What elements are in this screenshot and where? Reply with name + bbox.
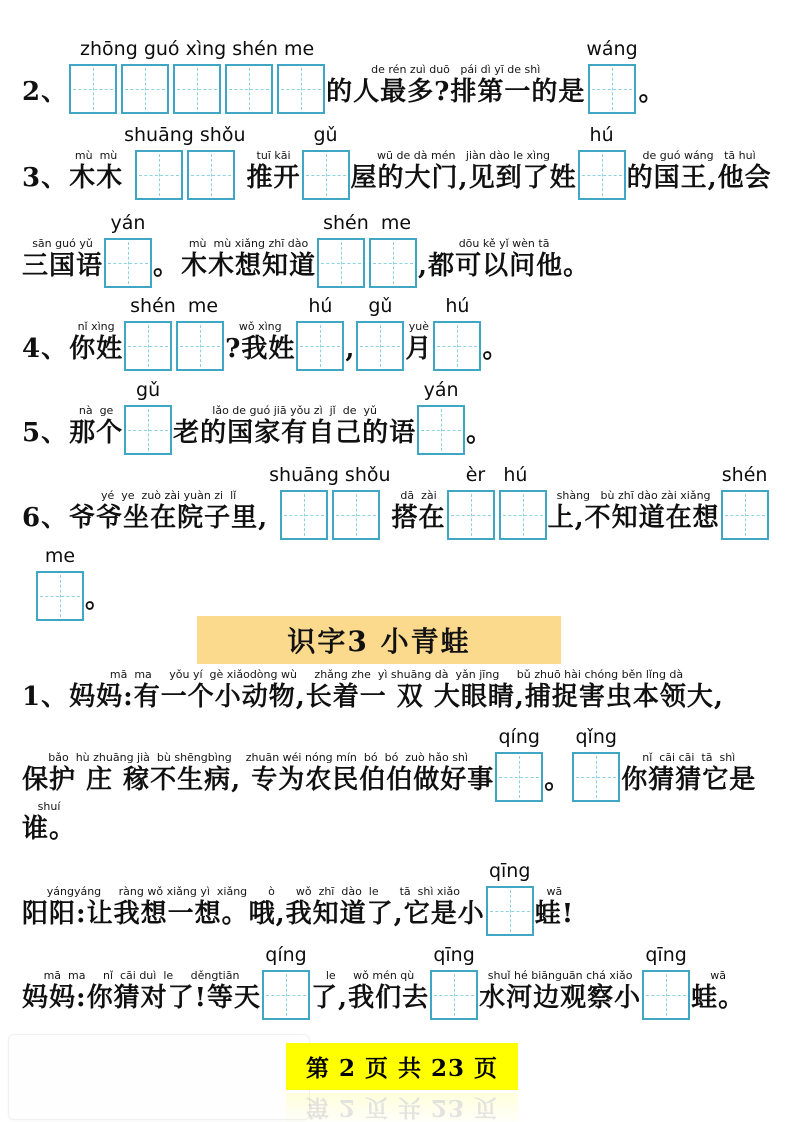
section-banner xyxy=(197,616,561,664)
pinyin-label: de guó wáng tā huì xyxy=(642,148,756,162)
hanzi-text: 阳阳:让我想一想。哦,我知道了,它是小 xyxy=(22,898,485,929)
hanzi-text: 的人最多?排第一的是 xyxy=(326,76,586,107)
text-run xyxy=(22,237,103,282)
line-frog-q1 xyxy=(22,668,724,719)
pinyin-label: shén xyxy=(721,464,768,486)
writing-box[interactable] xyxy=(486,886,534,936)
writing-box[interactable] xyxy=(124,321,172,371)
writing-box[interactable] xyxy=(104,238,152,288)
pinyin-label: mù mù xiǎng zhī dào xyxy=(188,236,309,250)
text-run xyxy=(479,969,641,1014)
background-page-edge xyxy=(8,1034,310,1120)
box-row xyxy=(124,405,172,455)
hanzi-text: 保护 庄 稼不生病, 专为农民伯伯做好事 xyxy=(22,764,495,795)
answer-box-group xyxy=(124,379,172,455)
pinyin-label: gǔ xyxy=(368,295,393,317)
box-row xyxy=(356,321,404,371)
text-run xyxy=(69,668,724,713)
line-mama-reply xyxy=(22,944,745,1020)
text-run xyxy=(153,251,180,282)
pinyin-label: hú xyxy=(445,295,470,317)
hanzi-text: 木木想知道 xyxy=(181,250,317,281)
pinyin-label: wā xyxy=(710,968,726,982)
answer-box-group xyxy=(104,212,152,288)
writing-box[interactable] xyxy=(124,405,172,455)
hanzi-text: 5、 xyxy=(22,417,69,448)
writing-box[interactable] xyxy=(36,571,84,621)
hanzi-text: 。 xyxy=(153,250,181,281)
answer-box-group xyxy=(269,464,390,540)
answer-box-group xyxy=(124,295,224,371)
hanzi-text: 了,我们去 xyxy=(311,982,430,1013)
text-run xyxy=(621,751,756,796)
writing-box[interactable] xyxy=(280,490,328,540)
answer-box-group xyxy=(572,726,620,802)
hanzi-text: 三国语 xyxy=(22,250,104,281)
hanzi-text: 。 xyxy=(544,764,572,795)
pinyin-label: shuāng shǒu xyxy=(124,124,246,146)
line-q3b xyxy=(22,212,590,288)
pinyin-label: mù mù xyxy=(74,148,118,162)
writing-box[interactable] xyxy=(495,752,543,802)
text-run xyxy=(22,885,485,930)
page-number-text: 第 2 页 共 23 页 xyxy=(305,1055,499,1082)
text-run xyxy=(311,969,429,1014)
hanzi-text: 爷爷坐在院子里, xyxy=(69,502,269,533)
text-run xyxy=(326,63,585,108)
box-row xyxy=(124,321,224,371)
answer-box-group xyxy=(262,944,310,1020)
text-run xyxy=(69,404,123,449)
text-run xyxy=(22,163,68,194)
line-q5 xyxy=(22,379,493,455)
line-yangyang xyxy=(22,860,574,936)
line-frog-q1-cont xyxy=(22,726,756,802)
box-row xyxy=(572,752,620,802)
box-row xyxy=(642,970,690,1020)
pinyin-label: yán xyxy=(423,379,459,401)
pinyin-label: nà ge xyxy=(78,403,114,417)
pinyin-label: sān guó yǔ xyxy=(32,236,93,250)
pinyin-label: dōu kě yǐ wèn tā xyxy=(458,236,550,250)
pinyin-label: qǐng xyxy=(575,726,617,748)
hanzi-text: 那个 xyxy=(69,417,124,448)
writing-box[interactable] xyxy=(121,64,169,114)
box-row xyxy=(317,238,417,288)
answer-box-group xyxy=(296,295,344,371)
pinyin-label: wǒ xìng xyxy=(238,319,282,333)
pinyin-label: wū de dà mén jiàn dào le xìng xyxy=(377,148,551,162)
text-run xyxy=(22,800,76,845)
pinyin-label: zhōng guó xìng shén me xyxy=(80,38,315,60)
writing-box[interactable] xyxy=(277,64,325,114)
text-run xyxy=(69,149,123,194)
hanzi-text: 妈妈:有一个小动物,长着一 双 大眼睛,捕捉害虫本领大, xyxy=(69,682,724,713)
writing-box[interactable] xyxy=(176,321,224,371)
answer-box-group xyxy=(486,860,534,936)
pinyin-label: shuí xyxy=(37,800,61,813)
pinyin-label: yuè xyxy=(408,319,430,333)
text-run xyxy=(22,77,68,108)
hanzi-text: 蛙! xyxy=(534,898,575,929)
hanzi-text: 的国王,他会 xyxy=(626,162,772,193)
hanzi-text: , xyxy=(345,333,356,364)
writing-box[interactable] xyxy=(499,490,547,540)
hanzi-text: 1、 xyxy=(22,682,69,713)
hanzi-text: 。 xyxy=(638,76,666,107)
hanzi-text: 。 xyxy=(466,417,494,448)
writing-box[interactable] xyxy=(578,150,626,200)
pinyin-label: hú xyxy=(308,295,333,317)
pinyin-label: yán xyxy=(110,212,146,234)
writing-box[interactable] xyxy=(317,238,365,288)
answer-box-group xyxy=(642,944,690,1020)
writing-box[interactable] xyxy=(187,150,235,200)
pinyin-label: qíng xyxy=(498,726,540,748)
hanzi-text: 2、 xyxy=(22,76,69,107)
writing-box[interactable] xyxy=(642,970,690,1020)
pinyin-label: shén me xyxy=(130,295,219,317)
page-number-badge xyxy=(286,1043,518,1090)
box-row xyxy=(296,321,344,371)
answer-box-group xyxy=(495,726,543,802)
pinyin-label: tuī kāi xyxy=(256,148,291,162)
line-q6-cont xyxy=(36,545,112,621)
text-run xyxy=(247,149,301,194)
text-run xyxy=(173,404,416,449)
answer-box-group xyxy=(430,944,478,1020)
text-run xyxy=(639,77,666,108)
writing-box[interactable] xyxy=(225,64,273,114)
hanzi-text: 上,不知道在想 xyxy=(547,502,720,533)
hanzi-text: 6、 xyxy=(22,502,69,533)
pinyin-label: wáng xyxy=(586,38,638,60)
box-row xyxy=(430,970,478,1020)
text-run xyxy=(548,489,720,534)
hanzi-text: 蛙。 xyxy=(691,982,746,1013)
line-q3a xyxy=(22,124,772,200)
pinyin-label: nǐ xìng xyxy=(77,319,115,333)
pinyin-label: de rén zuì duō pái dì yī de shì xyxy=(371,62,541,76)
text-run xyxy=(482,334,509,365)
hanzi-text: 搭在 xyxy=(391,502,446,533)
pinyin-label: me xyxy=(44,545,76,567)
hanzi-text: 你姓 xyxy=(69,333,124,364)
pinyin-label: shuāng shǒu xyxy=(269,464,391,486)
text-run xyxy=(535,885,574,930)
hanzi-text: ,都可以问他。 xyxy=(418,250,591,281)
answer-box-group xyxy=(417,379,465,455)
hanzi-text: 水河边观察小 xyxy=(479,982,642,1013)
hanzi-text: 木木 xyxy=(69,162,124,193)
box-row xyxy=(433,321,481,371)
writing-box[interactable] xyxy=(721,490,769,540)
writing-box[interactable] xyxy=(69,64,117,114)
writing-box[interactable] xyxy=(173,64,221,114)
hanzi-text: 。 xyxy=(85,583,113,614)
text-run xyxy=(22,751,494,796)
writing-box[interactable] xyxy=(262,970,310,1020)
text-run xyxy=(85,584,112,615)
answer-box-group xyxy=(69,38,325,114)
box-row xyxy=(447,490,547,540)
text-run xyxy=(544,765,571,796)
pinyin-label: qīng xyxy=(433,944,475,966)
answer-box-group xyxy=(578,124,626,200)
writing-box[interactable] xyxy=(332,490,380,540)
box-row xyxy=(578,150,626,200)
box-row xyxy=(588,64,636,114)
pinyin-label: èr hú xyxy=(465,464,528,486)
hanzi-text: 妈妈:你猜对了!等天 xyxy=(22,982,262,1013)
hanzi-text: ?我姓 xyxy=(225,333,296,364)
hanzi-text: 推开 xyxy=(246,162,301,193)
text-run xyxy=(345,334,355,365)
writing-box[interactable] xyxy=(369,238,417,288)
text-run xyxy=(691,969,745,1014)
writing-box[interactable] xyxy=(356,321,404,371)
pinyin-label: wā xyxy=(546,884,563,898)
pinyin-label: le wǒ mén qù xyxy=(325,968,415,982)
writing-box[interactable] xyxy=(588,64,636,114)
writing-box[interactable] xyxy=(135,150,183,200)
text-run xyxy=(181,237,316,282)
writing-box[interactable] xyxy=(296,321,344,371)
hanzi-text: 老的国家有自己的语 xyxy=(173,417,417,448)
hanzi-text: 屋的大门,见到了姓 xyxy=(350,162,577,193)
text-run xyxy=(466,418,493,449)
pinyin-label: lǎo de guó jiā yǒu zì jǐ de yǔ xyxy=(212,403,377,417)
text-run xyxy=(69,489,268,534)
page-number-reflection: 第 2 页 共 23 页 xyxy=(286,1093,518,1122)
text-run xyxy=(627,149,772,194)
answer-box-group xyxy=(317,212,417,288)
pinyin-label: mā ma nǐ cāi duì le děngtiān xyxy=(43,968,240,982)
box-row xyxy=(417,405,465,455)
box-row xyxy=(104,238,152,288)
answer-box-group xyxy=(447,464,547,540)
pinyin-label: yé ye zuò zài yuàn zi lǐ xyxy=(101,488,237,502)
text-run xyxy=(22,969,261,1014)
hanzi-text: 谁。 xyxy=(22,814,77,845)
answer-box-group xyxy=(356,295,404,371)
answer-box-group xyxy=(124,124,245,200)
box-row xyxy=(135,150,235,200)
text-run xyxy=(22,334,68,365)
box-row xyxy=(302,150,350,200)
hanzi-text: 。 xyxy=(482,333,510,364)
hanzi-text: 4、 xyxy=(22,333,69,364)
box-row xyxy=(495,752,543,802)
answer-box-group xyxy=(302,124,350,200)
line-q2 xyxy=(22,38,666,114)
writing-box[interactable] xyxy=(433,321,481,371)
text-run xyxy=(418,237,590,282)
answer-box-group xyxy=(36,545,84,621)
text-run xyxy=(351,149,577,194)
line-frog-q1-cont2 xyxy=(22,800,76,851)
pinyin-label: gǔ xyxy=(313,124,338,146)
hanzi-text: 月 xyxy=(405,333,433,364)
answer-box-group xyxy=(433,295,481,371)
box-row xyxy=(36,571,84,621)
pinyin-label: hú xyxy=(589,124,614,146)
pinyin-label: qíng xyxy=(265,944,307,966)
writing-box[interactable] xyxy=(417,405,465,455)
box-row xyxy=(69,64,325,114)
hanzi-text: 3、 xyxy=(22,162,69,193)
pinyin-label: qīng xyxy=(645,944,687,966)
writing-box[interactable] xyxy=(572,752,620,802)
box-row xyxy=(721,490,769,540)
pinyin-label: gǔ xyxy=(136,379,161,401)
line-q4 xyxy=(22,295,509,371)
writing-box[interactable] xyxy=(447,490,495,540)
writing-box[interactable] xyxy=(430,970,478,1020)
pinyin-label: shàng bù zhī dào zài xiǎng xyxy=(556,488,711,502)
box-row xyxy=(486,886,534,936)
pinyin-label: bǎo hù zhuāng jià bù shēngbìng zhuān wéi nóng mín bó bó zuò hǎo shì xyxy=(48,750,468,764)
box-row xyxy=(262,970,310,1020)
box-row xyxy=(280,490,380,540)
line-q6 xyxy=(22,464,769,540)
text-run xyxy=(22,503,68,534)
answer-box-group xyxy=(586,38,637,114)
pinyin-label: shén me xyxy=(323,212,412,234)
section-banner-title: 识字3 小青蛙 xyxy=(287,625,471,658)
text-run xyxy=(392,489,446,534)
writing-box[interactable] xyxy=(302,150,350,200)
hanzi-text: 你猜猜它是 xyxy=(621,764,757,795)
pinyin-label: qīng xyxy=(488,860,531,882)
text-run xyxy=(69,320,123,365)
pinyin-label: mā ma yǒu yí gè xiǎodòng wù zhǎng zhe yì shuāng dà yǎn jīng bǔ zhuō hài chóng běn lǐng dà xyxy=(109,668,684,681)
text-run xyxy=(225,320,295,365)
pinyin-label: nǐ cāi cāi tā shì xyxy=(642,750,736,764)
pinyin-label: shuǐ hé biānguān chá xiǎo xyxy=(487,968,633,982)
pinyin-label: yángyáng ràng wǒ xiǎng yì xiǎng ò wǒ zhī dào le tā shì xiǎo xyxy=(46,884,460,898)
pinyin-label: dā zài xyxy=(400,488,437,502)
answer-box-group xyxy=(721,464,769,540)
text-run xyxy=(22,682,68,713)
text-run xyxy=(405,320,432,365)
text-run xyxy=(22,418,68,449)
